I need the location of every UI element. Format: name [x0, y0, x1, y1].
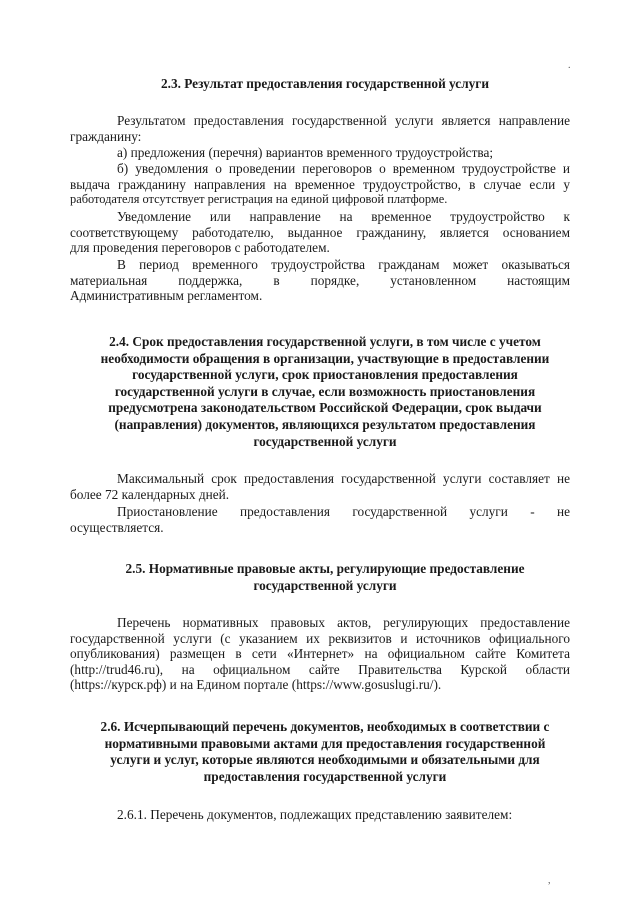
section-2-3-paragraph-5: В период временного трудоустройства гражданам может оказываться материальная поддержка, в порядке, установленном настоящим Административным регламентом.: [70, 257, 570, 304]
section-2-4-heading: 2.4. Срок предоставления государственной услуги, в том числе с учетом необходимости обращения в организации, участвующие в предоставлении государственной услуги, срок приостановления предоставления государственной услуги в случае, если возможность приостановления предусмотрена законодательством Российской Федерации, срок выдачи (направления) документов, являющихся результатом предоставления государственной услуги: [100, 334, 550, 449]
section-2-4-paragraph-1: Максимальный срок предоставления государственной услуги составляет не более 72 календарных дней.: [70, 471, 570, 502]
section-2-3-paragraph-2: а) предложения (перечня) вариантов временного трудоустройства;: [117, 145, 494, 160]
scan-speck: ,: [548, 875, 551, 886]
section-2-6-paragraph-1: 2.6.1. Перечень документов, подлежащих представлению заявителем:: [117, 807, 513, 822]
section-2-6-heading: 2.6. Исчерпывающий перечень документов, необходимых в соответствии с нормативными правовыми актами для предоставления государственной услуги и услуг, которые являются необходимыми и обязательными для предоставления государственной услуги: [100, 719, 550, 784]
section-2-5-heading: 2.5. Нормативные правовые акты, регулирующие предоставление государственной услуги: [125, 561, 525, 593]
scan-speck: .: [568, 60, 571, 71]
section-2-4-paragraph-2: Приостановление предоставления государственной услуги - не осуществляется.: [70, 504, 570, 535]
section-2-3-paragraph-4: Уведомление или направление на временное трудоустройство к соответствующему работодателю, выданное гражданину, является основанием для проведения переговоров с работодателем.: [70, 209, 570, 256]
section-2-3-paragraph-1: Результатом предоставления государственной услуги является направление гражданину:: [70, 113, 570, 144]
section-2-3-paragraph-3: б) уведомления о проведении переговоров о временном трудоустройстве и выдача гражданину направления на временное трудоустройство, в случае если у работодателя отсутствует регистрация на единой цифровой платформе.: [70, 161, 570, 207]
section-2-5-paragraph-1: Перечень нормативных правовых актов, регулирующих предоставление государственной услуги (с указанием их реквизитов и источников официального опубликования) размещен в сети «Интернет» на официальном сайте Комитета (http://trud46.ru), на официальном сайте Правительства Курской области (https://курск.рф) и на Едином портале (https://www.gosuslugi.ru/).: [70, 615, 570, 693]
section-2-3-heading: 2.3. Результат предоставления государственной услуги: [160, 76, 490, 91]
